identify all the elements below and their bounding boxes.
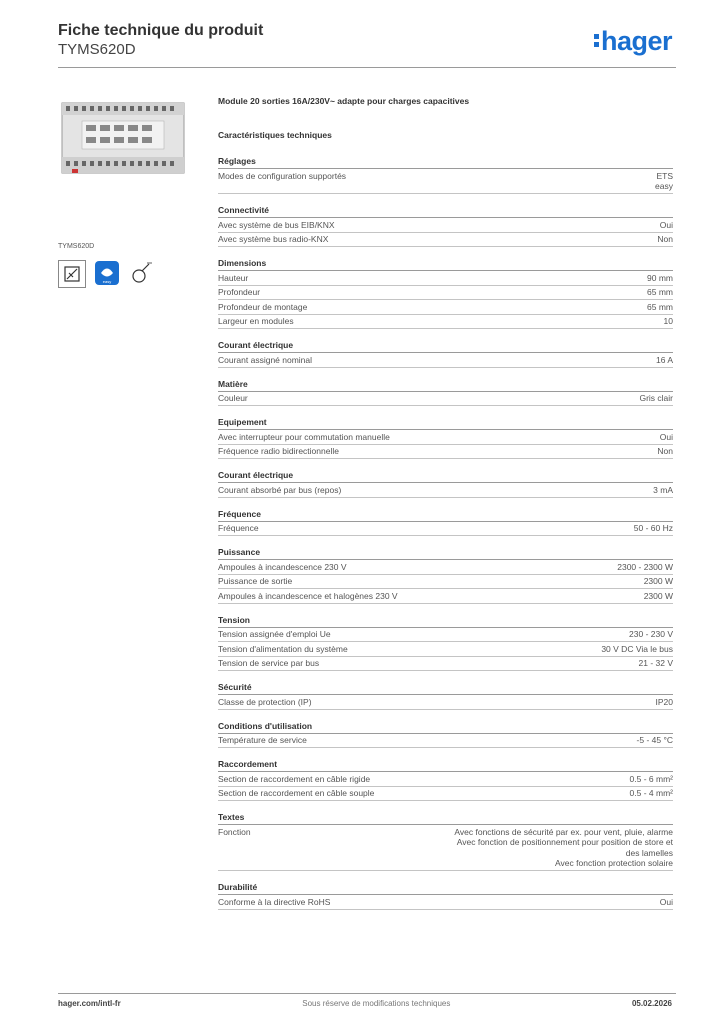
spec-section	[218, 469, 673, 498]
spec-value: ETS easy	[655, 170, 673, 191]
spec-label: Modes de configuration supportés	[218, 170, 347, 181]
spec-value: 21 - 32 V	[638, 658, 673, 668]
spec-row	[218, 575, 673, 590]
spec-row	[218, 169, 673, 194]
section-title: Fréquence	[218, 508, 673, 522]
spec-value: 16 A	[655, 354, 673, 365]
spec-value: Gris clair	[639, 393, 673, 403]
spec-value: 90 mm	[647, 272, 673, 283]
spec-section	[218, 204, 673, 247]
spec-row	[218, 483, 673, 498]
spec-value: Oui	[659, 896, 673, 907]
spec-label: Fréquence radio bidirectionnelle	[218, 446, 339, 456]
spec-label: Tension d'alimentation du système	[218, 643, 348, 654]
spec-value: 0.5 - 6 mm²	[629, 773, 673, 784]
spec-label: Ampoules à incandescence et halogènes 230 V	[218, 590, 398, 601]
spec-label: Profondeur	[218, 287, 261, 297]
spec-section	[218, 614, 673, 672]
footer-date: 05.02.2026	[631, 999, 672, 1008]
document-title: Fiche technique du produit	[58, 22, 264, 39]
spec-value: IP20	[655, 696, 673, 707]
page-footer	[58, 999, 672, 1008]
spec-row	[218, 430, 673, 445]
certification-icons	[58, 260, 188, 288]
spec-label: Section de raccordement en câble rigide	[218, 773, 371, 784]
spec-label: Tension de service par bus	[218, 658, 320, 668]
spec-label: Section de raccordement en câble souple	[218, 788, 375, 798]
spec-value: 0.5 - 4 mm²	[629, 788, 673, 798]
header-divider	[58, 67, 676, 68]
spec-value: 3 mA	[653, 484, 673, 495]
spec-row	[218, 695, 673, 710]
spec-label: Courant absorbé par bus (repos)	[218, 484, 342, 495]
spec-row	[218, 445, 673, 460]
spec-value: 65 mm	[647, 287, 673, 297]
spec-row	[218, 271, 673, 286]
spec-label: Ampoules à incandescence 230 V	[218, 561, 347, 572]
spec-value: Avec fonctions de sécurité par ex. pour vent, pluie, alarme Avec fonction de positionnement pour position de store et des lamelles Avec fonction protection solaire	[454, 826, 673, 868]
spec-value: Oui	[659, 219, 673, 230]
product-description: Module 20 sorties 16A/230V~ adapte pour charges capacitives	[218, 96, 470, 106]
spec-value: 2300 - 2300 W	[617, 561, 673, 572]
spec-value: 2300 W	[643, 590, 673, 601]
section-title: Textes	[218, 811, 673, 825]
spec-section	[218, 339, 673, 368]
spec-label: Classe de protection (IP)	[218, 696, 312, 707]
spec-value: Non	[657, 446, 673, 456]
product-reference: TYMS620D	[58, 41, 136, 58]
spec-row	[218, 286, 673, 301]
wall-mount-icon	[58, 260, 86, 288]
spec-row	[218, 522, 673, 537]
logo-text: hager	[600, 26, 672, 56]
spec-section	[218, 378, 673, 407]
spec-label: Couleur	[218, 393, 248, 403]
section-title: Courant électrique	[218, 339, 673, 353]
spec-label: Fonction	[218, 826, 251, 837]
spec-row	[218, 392, 673, 407]
spec-value: 2300 W	[643, 576, 673, 586]
footer-divider	[58, 993, 676, 994]
page-header	[58, 22, 263, 59]
section-title: Courant électrique	[218, 469, 673, 483]
spec-section	[218, 257, 673, 329]
section-title: Connectivité	[218, 204, 673, 218]
logo-dots-icon	[594, 34, 599, 50]
section-title: Dimensions	[218, 257, 673, 271]
section-title: Equipement	[218, 416, 673, 430]
spec-label: Hauteur	[218, 272, 249, 283]
spec-value: Oui	[659, 431, 673, 442]
spec-row	[218, 772, 673, 787]
section-title: Sécurité	[218, 681, 673, 695]
spec-value: 230 - 230 V	[629, 629, 673, 639]
product-sidebar	[58, 95, 188, 288]
spec-section	[218, 416, 673, 459]
spec-row	[218, 825, 673, 871]
spec-row	[218, 589, 673, 604]
spec-row	[218, 218, 673, 233]
easy-config-icon	[94, 260, 120, 286]
spec-row	[218, 642, 673, 657]
spec-label: Largeur en modules	[218, 316, 294, 326]
spec-section	[218, 758, 673, 801]
spec-value: 30 V DC Via le bus	[601, 643, 673, 654]
spec-value: 10	[663, 316, 673, 326]
section-title: Durabilité	[218, 881, 673, 895]
section-title: Matière	[218, 378, 673, 392]
spec-row	[218, 734, 673, 749]
spec-section	[218, 546, 673, 604]
spec-row	[218, 315, 673, 330]
spec-row	[218, 300, 673, 315]
section-title: Puissance	[218, 546, 673, 560]
spec-section	[218, 811, 673, 871]
spec-row	[218, 233, 673, 248]
spec-section	[218, 681, 673, 710]
spec-label: Température de service	[218, 735, 307, 745]
easy-icon-label: easy	[102, 279, 112, 284]
spec-label: Puissance de sortie	[218, 576, 293, 586]
section-title: Raccordement	[218, 758, 673, 772]
spec-label: Avec système bus radio-KNX	[218, 234, 329, 244]
section-title: Réglages	[218, 155, 673, 169]
spec-row	[218, 895, 673, 910]
spec-row	[218, 787, 673, 802]
hager-logo	[594, 26, 672, 56]
spec-sections	[218, 155, 673, 910]
tool-free-icon	[128, 260, 154, 286]
spec-section	[218, 508, 673, 537]
section-title: Conditions d'utilisation	[218, 720, 673, 734]
spec-value: -5 - 45 °C	[636, 735, 673, 745]
footer-notice: Sous réserve de modifications techniques	[302, 999, 451, 1008]
spec-value: 65 mm	[647, 301, 673, 312]
spec-value: 50 - 60 Hz	[633, 523, 673, 533]
spec-label: Conforme à la directive RoHS	[218, 896, 331, 907]
spec-label: Avec interrupteur pour commutation manuelle	[218, 431, 390, 442]
tech-characteristics-title: Caractéristiques techniques	[218, 130, 332, 140]
section-title: Tension	[218, 614, 673, 628]
spec-section	[218, 720, 673, 749]
spec-label: Fréquence	[218, 523, 259, 533]
spec-label: Courant assigné nominal	[218, 354, 313, 365]
spec-row	[218, 353, 673, 368]
spec-row	[218, 657, 673, 672]
spec-label: Tension assignée d'emploi Ue	[218, 629, 331, 639]
spec-section	[218, 881, 673, 910]
spec-row	[218, 628, 673, 643]
technical-specifications	[218, 95, 673, 910]
spec-row	[218, 560, 673, 575]
product-image	[58, 95, 188, 183]
image-caption: TYMS620D	[58, 243, 95, 250]
spec-section	[218, 155, 673, 194]
spec-value: Non	[657, 234, 673, 244]
footer-website[interactable]: hager.com/intl-fr	[58, 999, 121, 1008]
spec-label: Avec système de bus EIB/KNX	[218, 219, 335, 230]
spec-label: Profondeur de montage	[218, 301, 308, 312]
